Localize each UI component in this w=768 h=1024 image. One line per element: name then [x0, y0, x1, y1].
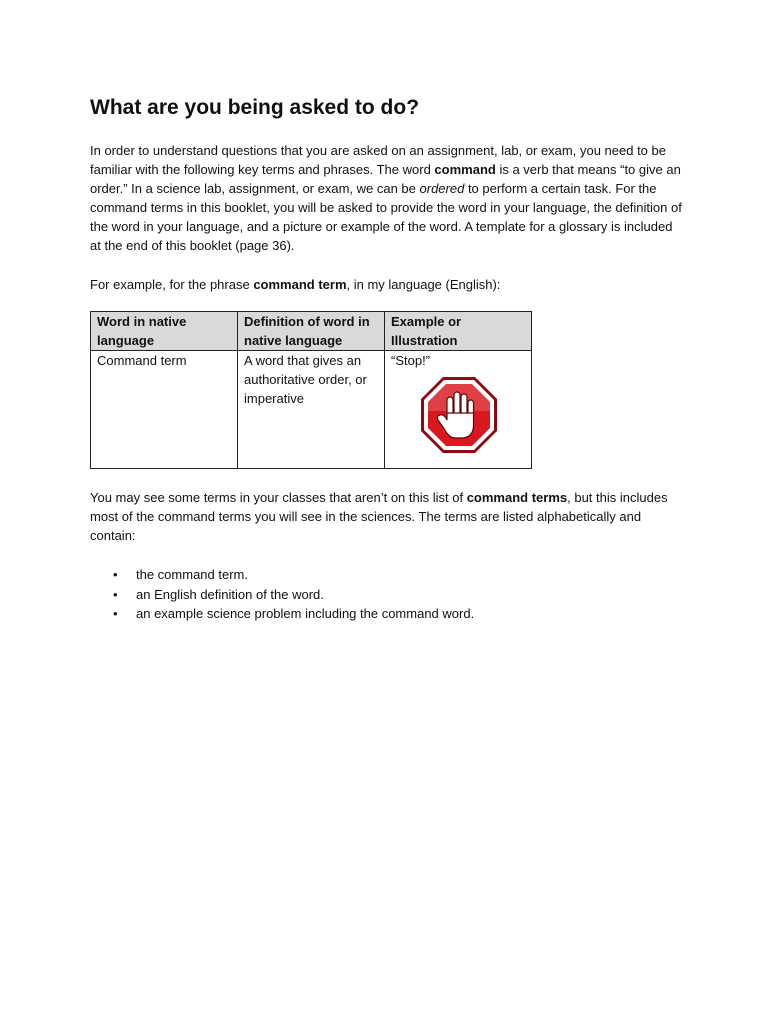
- stop-hand-icon: [419, 375, 499, 455]
- bullet-icon: •: [113, 606, 118, 621]
- after-text-2: , but this includes most of the command terms you will see in the sciences. The terms are listed alphabetically and contain:: [90, 490, 668, 543]
- table-header-row: [91, 312, 532, 351]
- example-text: “Stop!”: [391, 353, 431, 368]
- bullet-icon: •: [113, 567, 118, 582]
- cell-definition: A word that gives an authoritative order, or imperative: [238, 351, 385, 469]
- glossary-example-table: [90, 311, 532, 469]
- cell-example: [385, 351, 532, 469]
- intro-text-1: In order to understand questions that you are asked on an assignment, lab, or exam, you need to be familiar with the following key terms and phrases. The word: [90, 143, 666, 177]
- list-item: [90, 565, 690, 585]
- list-item: [90, 585, 690, 605]
- table-row: [91, 351, 532, 469]
- example-intro-text-1: For example, for the phrase: [90, 277, 254, 292]
- intro-italic-ordered: ordered: [419, 181, 465, 196]
- intro-text-3: to perform a certain task. For the command terms in this booklet, you will be asked to provide the word in your language, the definition of the word in your language, and a picture or example of the word. A template for a glossary is included at the end of this booklet (page 36).: [90, 181, 682, 253]
- stop-sign-graphic: [419, 375, 499, 455]
- header-example: Example or Illustration: [385, 312, 532, 351]
- intro-paragraph: [90, 141, 685, 255]
- contents-list: [90, 565, 690, 624]
- bullet-icon: •: [113, 586, 118, 602]
- list-item-text: an English definition of the word.: [136, 586, 324, 602]
- intro-text-2: is a verb that means “to give an order.” In a science lab, assignment, or exam, we can be: [90, 162, 681, 196]
- list-item-text: an example science problem including the command word.: [136, 606, 475, 621]
- after-text-1: You may see some terms in your classes that aren’t on this list of: [90, 490, 467, 505]
- cell-word: Command term: [91, 351, 238, 469]
- terms-paragraph: [90, 488, 685, 545]
- list-item-text: the command term.: [136, 567, 248, 582]
- intro-bold-command: command: [434, 162, 496, 177]
- example-intro-text-2: , in my language (English):: [346, 277, 501, 292]
- page-title: What are you being asked to do?: [90, 96, 420, 119]
- example-intro-paragraph: [90, 275, 690, 294]
- after-bold-command-terms: command terms: [466, 490, 568, 505]
- list-item: [90, 604, 690, 624]
- header-definition: Definition of word in native language: [238, 312, 385, 351]
- header-word: Word in native language: [91, 312, 238, 351]
- example-intro-bold: command term: [253, 277, 347, 292]
